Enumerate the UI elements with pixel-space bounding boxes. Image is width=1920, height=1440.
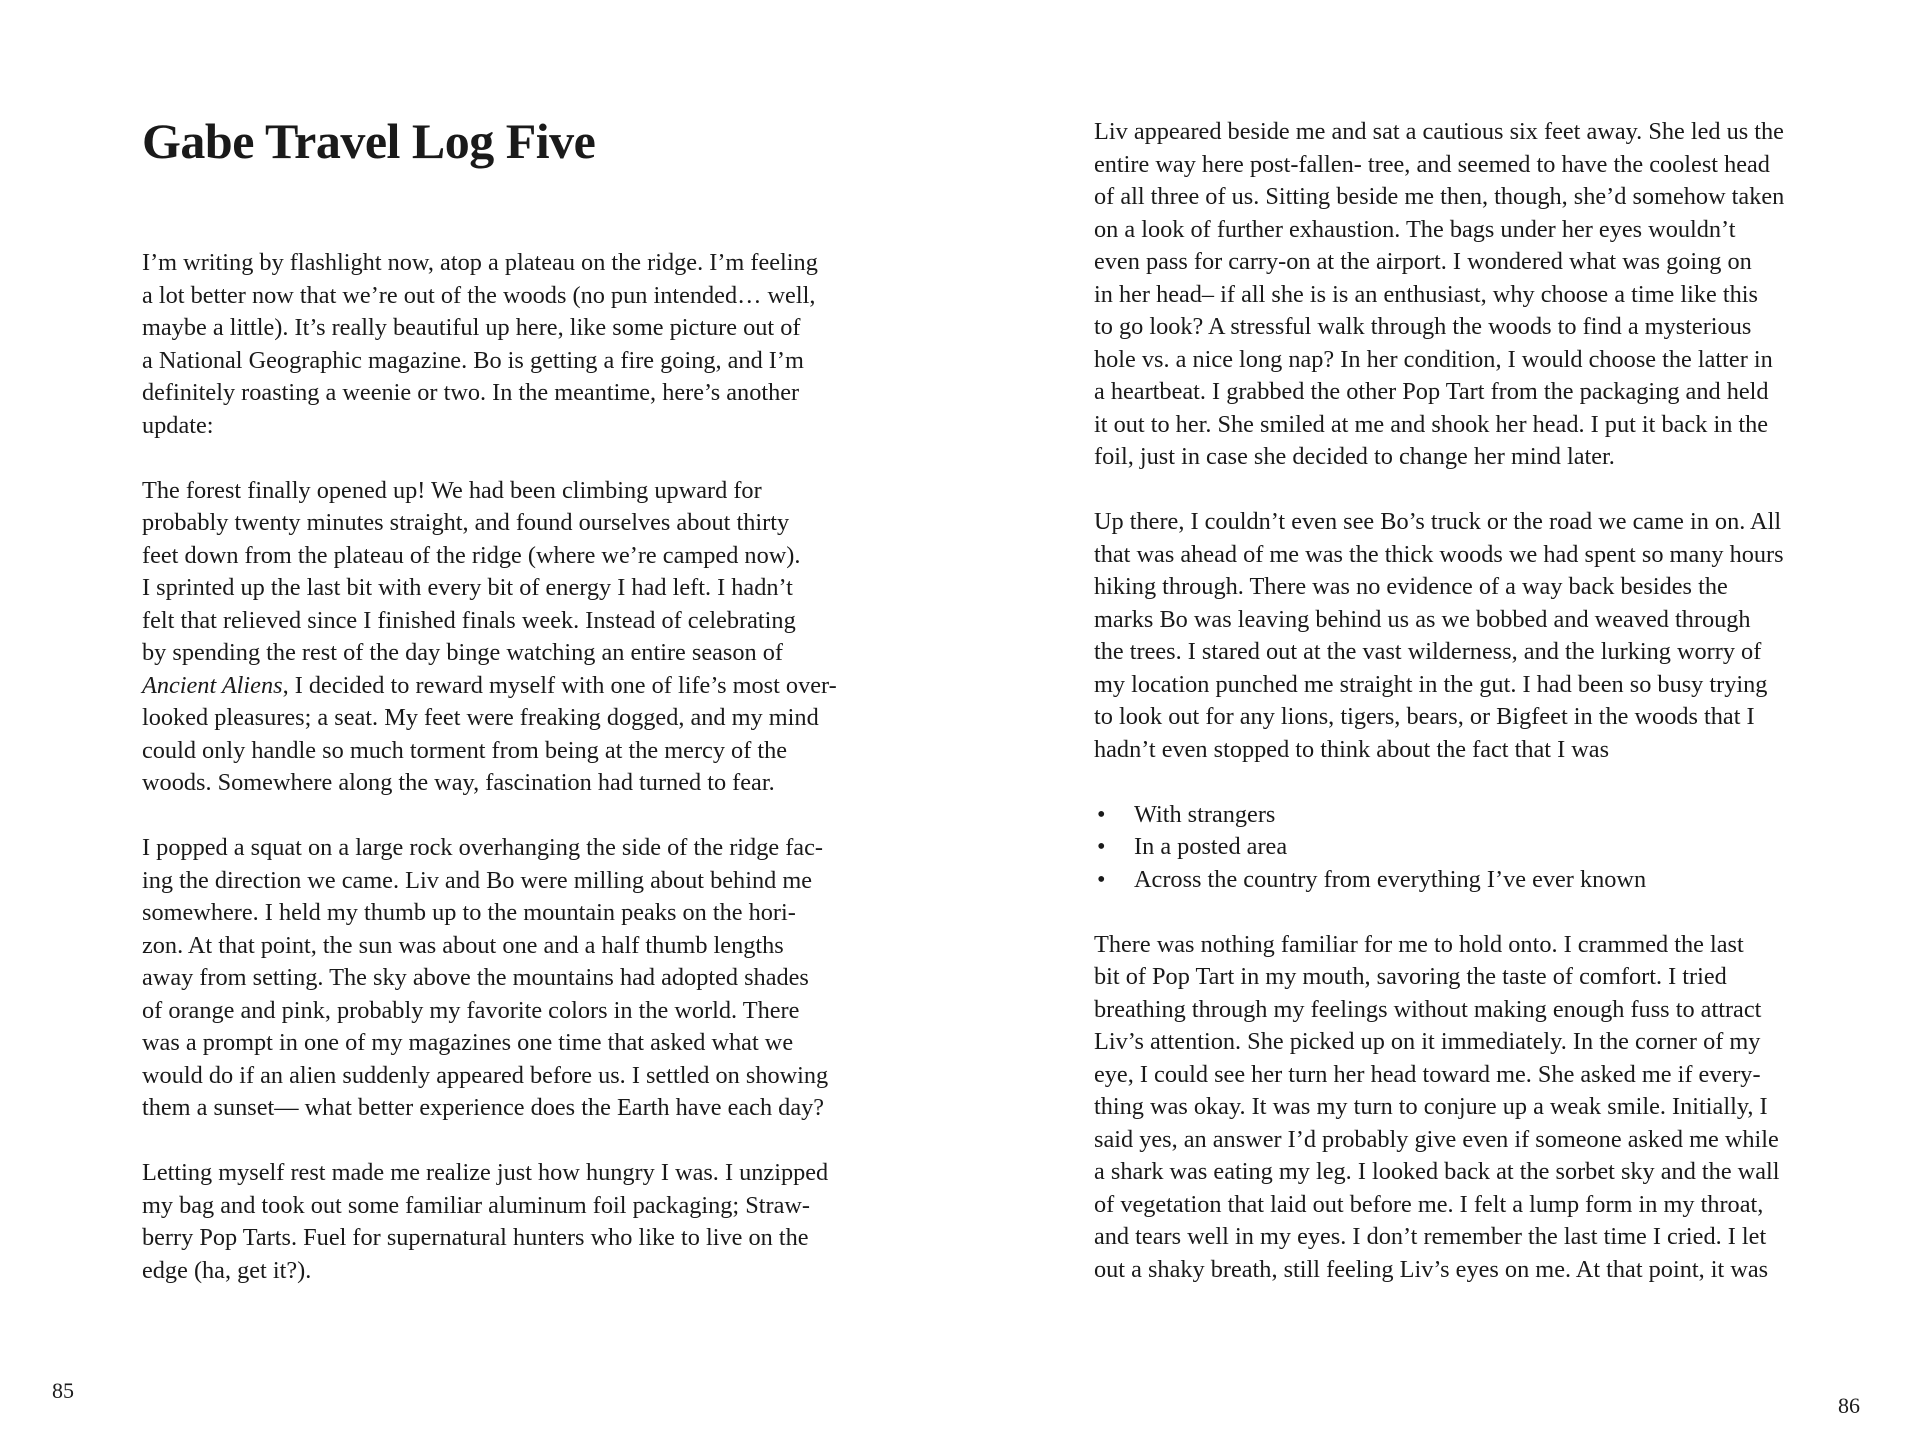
text-line-rest: , I decided to reward myself with one of life’s most over- bbox=[282, 671, 837, 699]
text-line: There was nothing familiar for me to hold onto. I crammed the last bbox=[1094, 930, 1744, 958]
text-line: edge (ha, get it?). bbox=[142, 1256, 312, 1284]
text-line: by spending the rest of the day binge watching an entire season of bbox=[142, 639, 783, 666]
text-line: Liv appeared beside me and sat a cautious six feet away. She led us the bbox=[1094, 118, 1784, 145]
text-line: on a look of further exhaustion. The bags under her eyes wouldn’t bbox=[1094, 215, 1736, 243]
text-line: definitely roasting a weenie or two. In the meantime, here’s another bbox=[142, 379, 800, 406]
text-line: breathing through my feelings without making enough fuss to attract bbox=[1094, 995, 1762, 1023]
page-number: 86 bbox=[1838, 1393, 1860, 1418]
text-line: thing was okay. It was my turn to conjure up a weak smile. Initially, I bbox=[1094, 1093, 1768, 1120]
bullet-icon: • bbox=[1097, 865, 1106, 893]
text-line: my location punched me straight in the gut. I had been so busy trying bbox=[1094, 670, 1768, 698]
list-item bbox=[1094, 799, 1819, 832]
text-line: somewhere. I held my thumb up to the mountain peaks on the hori- bbox=[142, 899, 796, 926]
text-line: a National Geographic magazine. Bo is getting a fire going, and I’m bbox=[142, 346, 804, 374]
page-number: 85 bbox=[52, 1378, 74, 1403]
list-item-text: With strangers bbox=[1134, 800, 1276, 828]
text-line: eye, I could see her turn her head toward me. She asked me if every- bbox=[1094, 1060, 1761, 1088]
text-line: update: bbox=[142, 411, 214, 439]
text-line: them a sunset— what better experience does the Earth have each day? bbox=[142, 1094, 825, 1121]
paragraph bbox=[142, 475, 862, 800]
text-line: to go look? A stressful walk through the woods to find a mysterious bbox=[1094, 313, 1752, 340]
text-line: berry Pop Tarts. Fuel for supernatural hunters who like to live on the bbox=[142, 1224, 809, 1251]
text-line: entire way here post-fallen- tree, and seemed to have the coolest head bbox=[1094, 150, 1770, 178]
text-line: Liv’s attention. She picked up on it immediately. In the corner of my bbox=[1094, 1028, 1761, 1055]
text-line: the trees. I stared out at the vast wilderness, and the lurking worry of bbox=[1094, 638, 1762, 665]
text-line: I sprinted up the last bit with every bit of energy I had left. I hadn’t bbox=[142, 574, 793, 601]
text-line: away from setting. The sky above the mountains had adopted shades bbox=[142, 964, 809, 991]
right-page bbox=[960, 0, 1920, 1440]
text-line: could only handle so much torment from being at the mercy of the bbox=[142, 736, 788, 764]
text-line: felt that relieved since I finished finals week. Instead of celebrating bbox=[142, 606, 796, 634]
text-line: maybe a little). It’s really beautiful up here, like some picture out of bbox=[142, 314, 801, 341]
text-line: The forest finally opened up! We had been climbing upward for bbox=[142, 476, 762, 504]
text-line bbox=[142, 670, 862, 703]
text-line: and tears well in my eyes. I don’t remember the last time I cried. I let bbox=[1094, 1223, 1767, 1250]
text-line: probably twenty minutes straight, and found ourselves about thirty bbox=[142, 509, 790, 536]
text-line: hiking through. There was no evidence of a way back besides the bbox=[1094, 573, 1728, 600]
text-line: said yes, an answer I’d probably give even if someone asked me while bbox=[1094, 1125, 1779, 1153]
text-line: looked pleasures; a seat. My feet were freaking dogged, and my mind bbox=[142, 704, 819, 731]
list-item-text: Across the country from everything I’ve ever known bbox=[1134, 865, 1647, 893]
text-line: to look out for any lions, tigers, bears, or Bigfeet in the woods that I bbox=[1094, 703, 1755, 730]
text-line: a lot better now that we’re out of the woods (no pun intended… well, bbox=[142, 281, 816, 309]
list-item bbox=[1094, 831, 1819, 864]
text-line: out a shaky breath, still feeling Liv’s eyes on me. At that point, it was bbox=[1094, 1255, 1769, 1283]
paragraph bbox=[142, 247, 862, 442]
bullet-icon: • bbox=[1097, 833, 1106, 860]
text-line: Up there, I couldn’t even see Bo’s truck or the road we came in on. All bbox=[1094, 508, 1782, 535]
text-line: bit of Pop Tart in my mouth, savoring the taste of comfort. I tried bbox=[1094, 963, 1727, 990]
text-line: hadn’t even stopped to think about the fact that I was bbox=[1094, 735, 1610, 763]
text-line: of orange and pink, probably my favorite colors in the world. There bbox=[142, 996, 800, 1024]
paragraph bbox=[1094, 929, 1819, 1287]
text-line: I popped a squat on a large rock overhanging the side of the ridge fac- bbox=[142, 834, 823, 861]
text-line: even pass for carry-on at the airport. I wondered what was going on bbox=[1094, 248, 1752, 275]
right-page-body bbox=[1094, 116, 1819, 1319]
paragraph bbox=[142, 832, 862, 1125]
paragraph bbox=[1094, 116, 1819, 474]
paragraph bbox=[1094, 506, 1819, 766]
text-line: woods. Somewhere along the way, fascination had turned to fear. bbox=[142, 769, 775, 796]
list-item bbox=[1094, 864, 1819, 897]
bullet-list bbox=[1094, 799, 1819, 897]
text-line: hole vs. a nice long nap? In her condition, I would choose the latter in bbox=[1094, 345, 1773, 373]
text-line: my bag and took out some familiar aluminum foil packaging; Straw- bbox=[142, 1191, 811, 1219]
text-line: Letting myself rest made me realize just how hungry I was. I unzipped bbox=[142, 1159, 829, 1186]
text-line: that was ahead of me was the thick woods we had spent so many hours bbox=[1094, 540, 1784, 568]
list-item-text: In a posted area bbox=[1134, 833, 1288, 860]
text-line: of vegetation that laid out before me. I felt a lump form in my throat, bbox=[1094, 1190, 1764, 1218]
text-line: marks Bo was leaving behind us as we bobbed and weaved through bbox=[1094, 605, 1751, 633]
text-line: zon. At that point, the sun was about one and a half thumb lengths bbox=[142, 931, 784, 959]
bullet-icon: • bbox=[1097, 800, 1106, 828]
text-line: ing the direction we came. Liv and Bo were milling about behind me bbox=[142, 866, 813, 894]
text-line: was a prompt in one of my magazines one time that asked what we bbox=[142, 1029, 794, 1056]
text-line: it out to her. She smiled at me and shook her head. I put it back in the bbox=[1094, 410, 1769, 438]
paragraph bbox=[142, 1157, 862, 1287]
text-line: feet down from the plateau of the ridge (where we’re camped now). bbox=[142, 541, 801, 569]
text-line: I’m writing by flashlight now, atop a plateau on the ridge. I’m feeling bbox=[142, 249, 818, 276]
text-line: of all three of us. Sitting beside me then, though, she’d somehow taken bbox=[1094, 183, 1785, 210]
chapter-title: Gabe Travel Log Five bbox=[142, 113, 596, 169]
text-line: would do if an alien suddenly appeared before us. I settled on showing bbox=[142, 1061, 829, 1089]
text-line: a heartbeat. I grabbed the other Pop Tart from the packaging and held bbox=[1094, 378, 1769, 405]
left-page-body bbox=[142, 247, 862, 1320]
text-line: a shark was eating my leg. I looked back at the sorbet sky and the wall bbox=[1094, 1158, 1780, 1185]
text-line: foil, just in case she decided to change her mind later. bbox=[1094, 443, 1615, 470]
italic-show-title: Ancient Aliens bbox=[142, 671, 283, 699]
text-line: in her head– if all she is is an enthusiast, why choose a time like this bbox=[1094, 280, 1758, 308]
